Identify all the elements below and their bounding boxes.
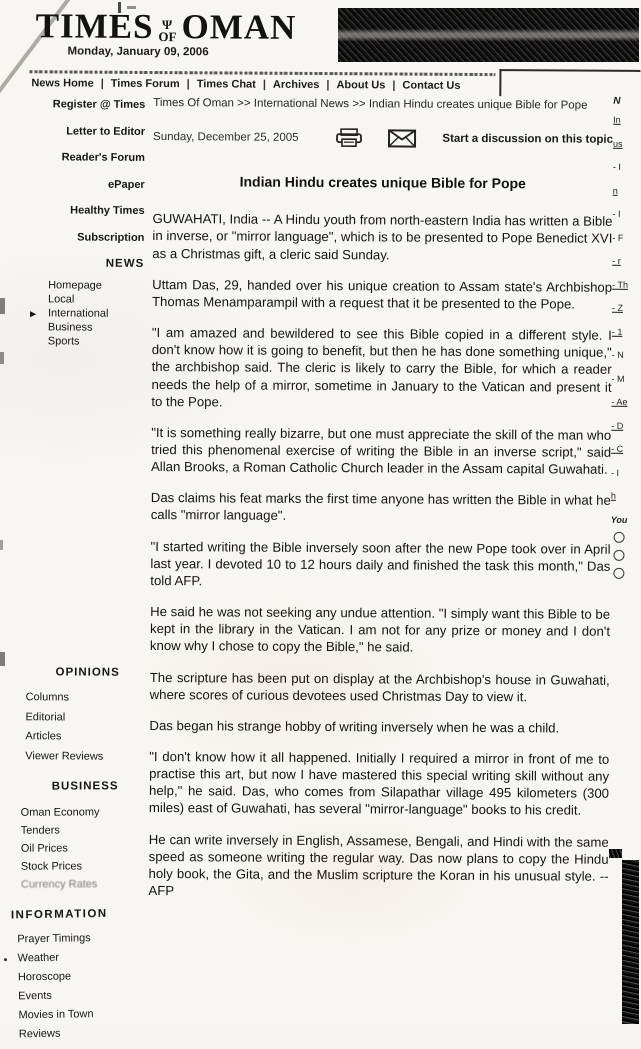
article-paragraph: "I started writing the Bible inversely soon after the new Pope took over in April last year. I devoted 10 to 12 hours daily and finished the task this month," Das told AFP.: [150, 538, 610, 592]
right-rail-link[interactable]: - I: [613, 209, 640, 219]
sidebar-item-tenders[interactable]: Tenders: [0, 821, 145, 840]
logo-text-times: TIMES: [36, 8, 154, 44]
oman-emblem-icon: Ψ: [162, 20, 173, 30]
sidebar-item-healthy-times[interactable]: Healthy Times: [1, 204, 149, 217]
logo-text-oman: OMAN: [181, 9, 296, 45]
right-rail-border: [499, 69, 640, 72]
article-paragraph: He said he was not seeking any undue attention. "I simply want this Bible to be kept in the library in the Vatican. I am not for any prize or money and I don't know why I chose to copy the Bible," he said.: [150, 603, 610, 657]
article-paragraph: GUWAHATI, India -- A Hindu youth from north-eastern India has written a Bible in inverse, or "mirror language", which is to be presented to Pope Benedict XVI as a Christmas gift, a cleric said Sunday.: [152, 210, 612, 264]
sidebar-item-weather[interactable]: Weather: [0, 947, 146, 968]
article-paragraph: Das began his strange hobby of writing inversely when he was a child.: [149, 717, 609, 737]
sidebar-item-local[interactable]: Local: [48, 292, 148, 307]
masthead: [36, 8, 297, 59]
sidebar-item-currency-rates[interactable]: Currency Rates: [0, 875, 145, 894]
article-paragraph: He can write inversely in English, Assamese, Bengali, and Hindi with the same speed as someone writing the regular way. Das now plans to copy the Hindu holy book, the Gita, and the Muslim scripture the Koran in his unusual style. -- AFP: [148, 831, 608, 902]
article-paragraph: Das claims his feat marks the first time anyone has written the Bible in what he calls "mirror language".: [151, 489, 611, 526]
sidebar-item-viewer-reviews[interactable]: Viewer Reviews: [0, 747, 145, 767]
sidebar-item-epaper[interactable]: ePaper: [1, 178, 149, 191]
article-paragraph: "It is something really bizarre, but one must appreciate the skill of the man who tried this phenomenal exercise of writing the Bible in an inverse script," said Allan Brooks, a Roman Catholic Church leader in the Assam capital Guwahati.: [151, 424, 611, 478]
poll-radio[interactable]: [614, 531, 625, 542]
sidebar-item-stock-prices[interactable]: Stock Prices: [0, 857, 145, 876]
sidebar-item-readers-forum[interactable]: Reader's Forum: [1, 151, 149, 164]
sidebar-section-news: NEWS: [0, 257, 148, 270]
sidebar-item-subscription[interactable]: Subscription: [0, 231, 148, 244]
sidebar-section-information: [0, 907, 147, 1044]
email-icon[interactable]: [388, 129, 416, 147]
sidebar-section-opinions: [0, 666, 146, 767]
right-rail-link[interactable]: - M: [612, 373, 639, 383]
article-paragraph: "I don't know how it all happened. Initially I required a mirror in front of me to practise this art, but now I have mastered this special writing skill without any help," he said. Das, who comes from Silapathar village 495 kilometers (300 miles) east of Guwahati, has several "mirror-language" books to his credit.: [149, 748, 609, 819]
right-rail-cutoff: [610, 96, 640, 579]
right-rail-link[interactable]: h: [611, 491, 638, 501]
right-rail-header-fragment: N: [613, 96, 640, 107]
sidebar-item-sports[interactable]: Sports: [48, 334, 148, 349]
information-header: INFORMATION: [0, 907, 145, 921]
nav-item-about-us[interactable]: About Us: [336, 79, 385, 91]
opinions-header: OPINIONS: [0, 666, 146, 679]
times-of-oman-logo[interactable]: [36, 8, 297, 45]
right-rail-link[interactable]: n: [613, 185, 640, 195]
sidebar-section-business: [0, 780, 145, 894]
nav-item-archives[interactable]: Archives: [273, 79, 320, 91]
start-discussion-link[interactable]: Start a discussion on this topic: [442, 132, 613, 145]
sidebar-item-columns[interactable]: Columns: [0, 688, 146, 708]
sidebar-item-oman-economy[interactable]: Oman Economy: [0, 803, 145, 822]
sidebar: [0, 98, 149, 349]
right-rail-link[interactable]: - Ae: [611, 397, 638, 407]
nav-separator: |: [326, 79, 329, 91]
nav-item-times-chat[interactable]: Times Chat: [197, 78, 256, 90]
top-navbar: [31, 77, 501, 92]
right-rail-link[interactable]: In: [613, 115, 640, 125]
right-rail-link[interactable]: - I: [611, 467, 638, 477]
poll-label-fragment: You: [611, 514, 638, 524]
sidebar-item-reviews[interactable]: Reviews: [0, 1023, 147, 1044]
right-rail-border: [499, 69, 501, 96]
nav-item-news-home[interactable]: News Home: [31, 77, 93, 89]
right-rail-link[interactable]: - I: [613, 162, 640, 172]
nav-separator: |: [392, 79, 395, 91]
sidebar-item-business[interactable]: Business: [48, 320, 148, 335]
nav-item-contact-us[interactable]: Contact Us: [402, 80, 460, 92]
sidebar-item-prayer-timings[interactable]: Prayer Timings: [0, 928, 145, 949]
active-item-arrow-icon: ▶: [30, 307, 36, 321]
sidebar-item-movies-in-town[interactable]: Movies in Town: [0, 1004, 147, 1025]
sidebar-item-editorial[interactable]: Editorial: [0, 708, 146, 728]
masthead-date: Monday, January 09, 2006: [68, 45, 297, 58]
poll-radio[interactable]: [613, 549, 624, 560]
breadcrumb[interactable]: Times Of Oman >> International News >> Indian Hindu creates unique Bible for Pope: [153, 95, 595, 115]
right-rail-link[interactable]: - D: [611, 420, 638, 430]
article-headline: Indian Hindu creates unique Bible for Pope: [153, 173, 613, 192]
sidebar-item-register[interactable]: Register @ Times: [1, 98, 149, 111]
right-rail-link[interactable]: us: [613, 138, 640, 148]
right-rail-link[interactable]: - 1: [612, 326, 639, 336]
right-rail-link[interactable]: - r: [612, 256, 639, 266]
masthead-divider: [29, 70, 495, 76]
scan-artifact: [4, 958, 7, 961]
right-rail-link[interactable]: - Z: [612, 303, 639, 313]
right-rail-link[interactable]: - C: [611, 444, 638, 454]
nav-separator: |: [187, 78, 190, 90]
sidebar-item-articles[interactable]: Articles: [0, 727, 145, 747]
sidebar-item-homepage[interactable]: Homepage: [48, 278, 148, 293]
right-rail-link[interactable]: - Th: [612, 279, 639, 289]
sidebar-item-events[interactable]: Events: [0, 985, 146, 1006]
article-date: Sunday, December 25, 2005: [153, 131, 336, 144]
article-paragraph: "I am amazed and bewildered to see this Bible copied in a different style. I don't know how it is going to benefit, but then he has done something unique," the archbishop said. The cleric is likely to carry the Bible, for which a reader needs the help of a mirror, sometime in January to the Vatican and present it to the Pope.: [151, 324, 612, 413]
nav-separator: |: [263, 79, 266, 91]
right-rail-link[interactable]: - N: [612, 350, 639, 360]
business-header: BUSINESS: [0, 780, 145, 793]
article-paragraph: Uttam Das, 29, handed over his unique creation to Assam state's Archbishop Thomas Menamparampil with a request that it be presented to the Pope.: [152, 276, 612, 313]
sidebar-item-oil-prices[interactable]: Oil Prices: [0, 839, 145, 858]
poll-radio[interactable]: [613, 567, 624, 578]
right-rail-poll: [610, 514, 637, 578]
nav-separator: |: [101, 78, 104, 90]
article-meta-row: [153, 127, 613, 149]
logo-text-of: OF: [158, 30, 176, 43]
nav-item-times-forum[interactable]: Times Forum: [111, 78, 180, 90]
right-rail-link[interactable]: - F: [612, 232, 639, 242]
sidebar-item-letter-to-editor[interactable]: Letter to Editor: [1, 125, 149, 138]
print-icon[interactable]: [336, 128, 362, 147]
sidebar-item-international: ▶ International: [48, 306, 148, 321]
article: [148, 95, 613, 916]
article-paragraph: The scripture has been put on display at the Archbishop's house in Guwahati, where scores of curious devotees used Christmas Day to view it.: [150, 669, 610, 706]
sidebar-item-horoscope[interactable]: Horoscope: [0, 966, 146, 987]
